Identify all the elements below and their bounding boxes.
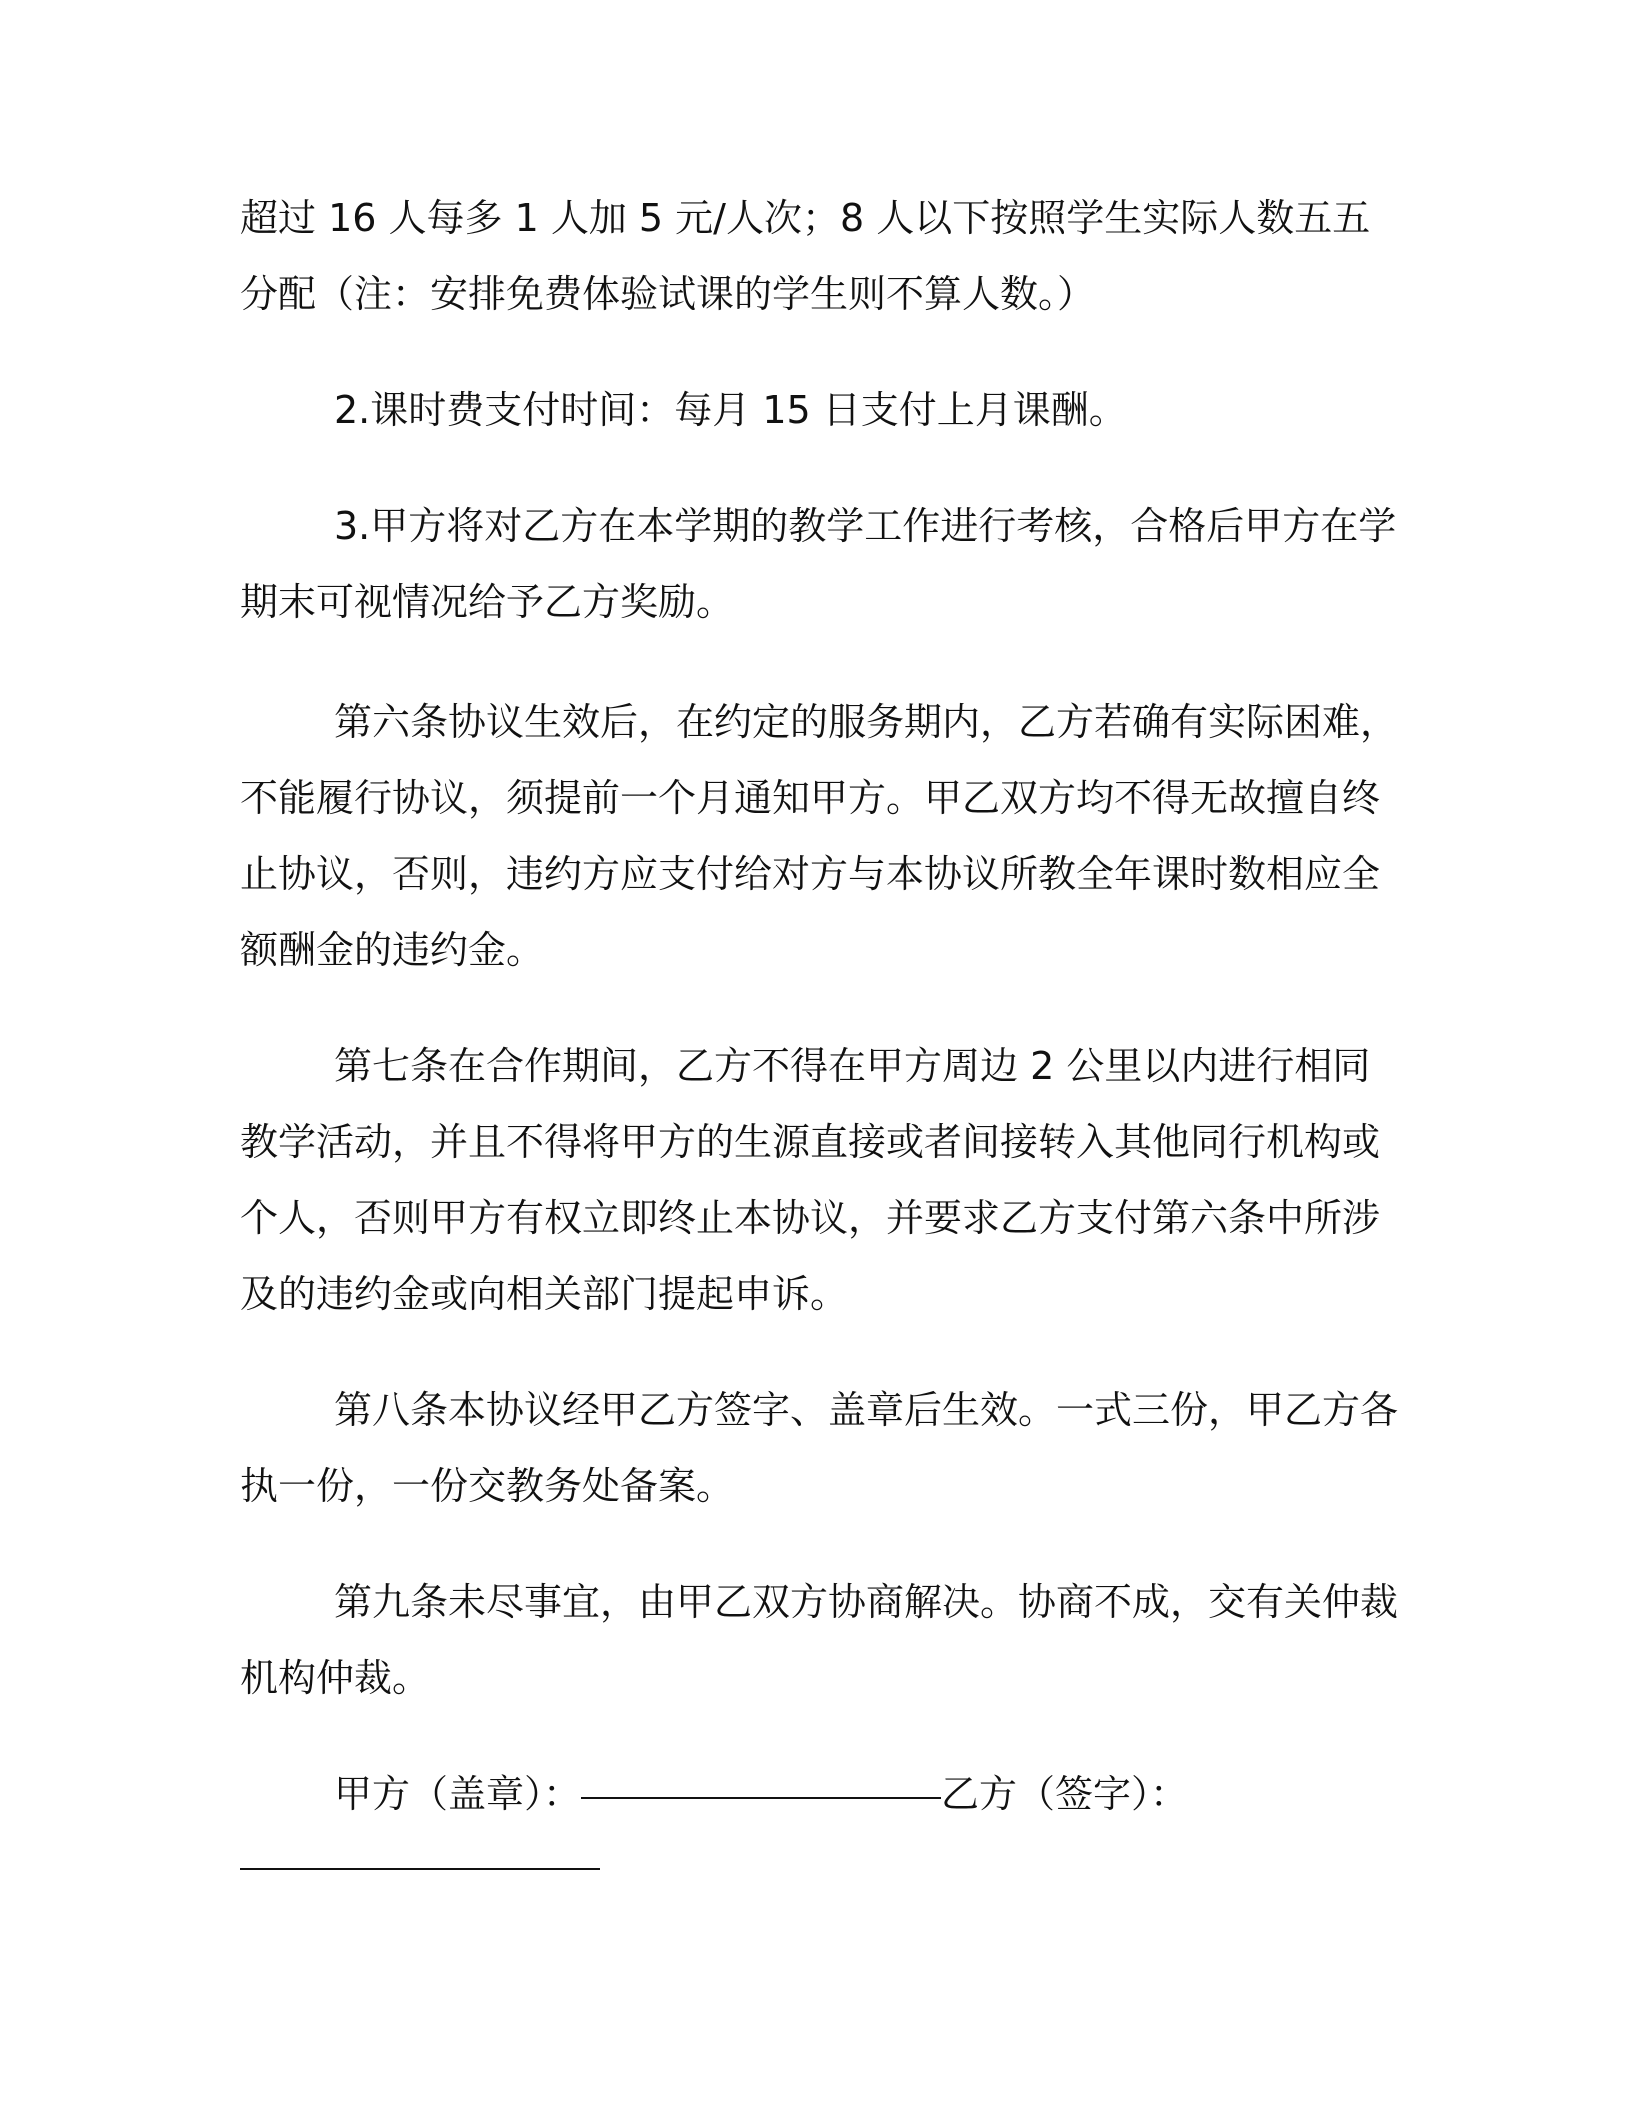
party-b-label: 乙方（签字）： bbox=[941, 1772, 1189, 1816]
paragraph-article-6: 第六条协议生效后，在约定的服务期内，乙方若确有实际困难，不能履行协议，须提前一个月通知甲方。甲乙双方均不得无故擅自终止协议，否则，违约方应支付给对方与本协议所教全年课时数相应全额酬金的违约金。 bbox=[240, 700, 1399, 972]
paragraph-fee-detail: 超过 16 人每多 1 人加 5 元/人次；8 人以下按照学生实际人数五五分配（注：安排免费体验试课的学生则不算人数。） bbox=[240, 196, 1371, 316]
party-a-label: 甲方（盖章）： bbox=[334, 1772, 582, 1816]
document-body bbox=[240, 180, 1400, 1870]
party-b-signature-blank bbox=[240, 1868, 600, 1870]
paragraph-article-7: 第七条在合作期间，乙方不得在甲方周边 2 公里以内进行相同教学活动，并且不得将甲方的生源直接或者间接转入其他同行机构或个人，否则甲方有权立即终止本协议，并要求乙方支付第六条中所涉及的违约金或向相关部门提起申诉。 bbox=[240, 1044, 1381, 1316]
paragraph-article-9: 第九条未尽事宜，由甲乙双方协商解决。协商不成，交有关仲裁机构仲裁。 bbox=[240, 1580, 1399, 1700]
party-a-signature-blank bbox=[581, 1797, 941, 1799]
paragraph-assessment: 3.甲方将对乙方在本学期的教学工作进行考核，合格后甲方在学期末可视情况给予乙方奖励。 bbox=[240, 504, 1397, 624]
paragraph-payment-time: 2.课时费支付时间：每月 15 日支付上月课酬。 bbox=[334, 388, 1127, 432]
signature-line bbox=[240, 1756, 1400, 1832]
paragraph-article-8: 第八条本协议经甲乙方签字、盖章后生效。一式三份，甲乙方各执一份，一份交教务处备案。 bbox=[240, 1388, 1399, 1508]
